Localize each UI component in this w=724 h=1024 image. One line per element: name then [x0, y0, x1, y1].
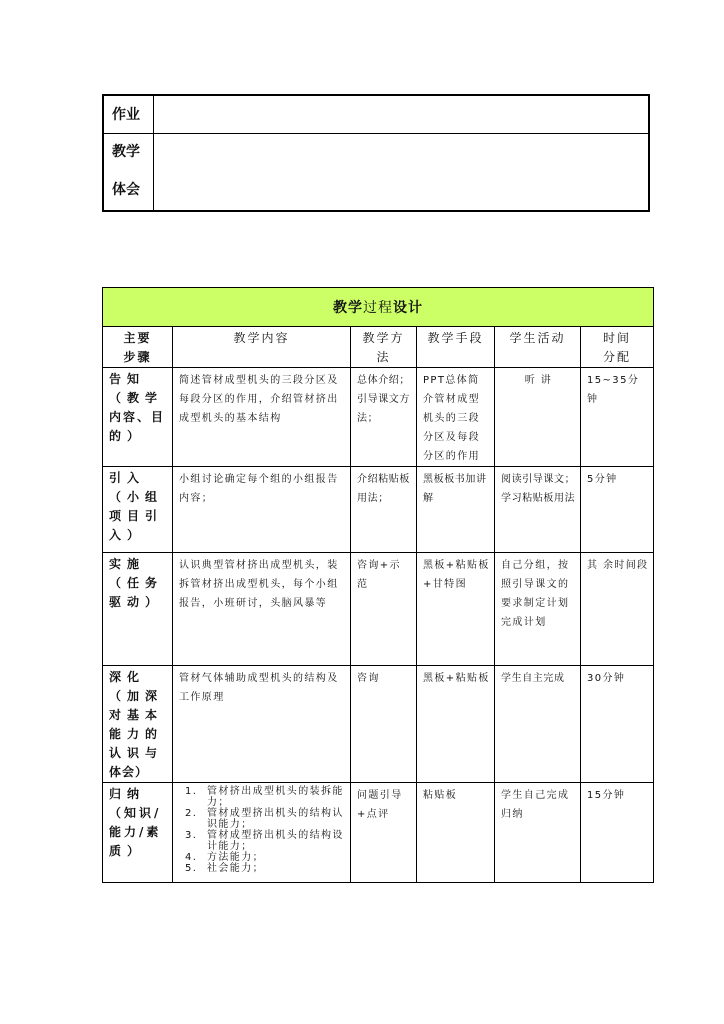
step-cell [103, 553, 173, 666]
header-time [581, 327, 654, 368]
table-title [103, 288, 654, 327]
list-text: 管材挤出成型机头的装拆能力； [207, 786, 344, 808]
activity-cell: 学生自己完成归纳 [495, 783, 581, 883]
list-text: 管材成型挤出机头的结构设计能力； [207, 830, 344, 852]
step-line: 的） [109, 429, 146, 443]
step-cell [103, 368, 173, 467]
list-item [185, 852, 346, 863]
step-line: 入） [109, 528, 146, 542]
activity-cell: 自己分组，按照引导课文的要求制定计划完成计划 [495, 553, 581, 666]
means-cell: 黑板板书加讲解 [417, 467, 495, 553]
list-text: 社会能力； [207, 863, 264, 874]
header-step [103, 327, 173, 368]
method-cell: 介绍粘贴板用法； [351, 467, 417, 553]
header-method [351, 327, 417, 368]
step-line: 驱动） [109, 595, 164, 609]
homework-value [153, 95, 649, 133]
header-step-line1: 主要 [123, 331, 152, 345]
content-cell [173, 783, 351, 883]
table-row [103, 666, 654, 783]
list-item [185, 830, 346, 852]
title-part1: 教学 [333, 300, 363, 316]
step-line: 告知 [109, 372, 146, 386]
step-line: （知识/ [109, 806, 162, 820]
step-line: 项目引 [109, 509, 164, 523]
table-row [103, 368, 654, 467]
content-cell: 小组讨论确定每个组的小组报告内容； [173, 467, 351, 553]
step-line: 深化 [109, 670, 146, 684]
reflection-label [103, 133, 153, 211]
list-number: 3. [185, 830, 198, 841]
table-row [103, 467, 654, 553]
reflection-label-line1: 教学 [112, 143, 140, 160]
method-cell: 咨询 [351, 666, 417, 783]
teaching-process-table [102, 287, 654, 883]
title-part2: 过程 [363, 300, 393, 316]
content-cell: 简述管材成型机头的三段分区及每段分区的作用，介绍管材挤出成型机头的基本结构 [173, 368, 351, 467]
means-cell: 黑板+粘贴板+甘特图 [417, 553, 495, 666]
step-line: 能力/素 [109, 825, 162, 839]
header-time-line2: 分配 [602, 350, 631, 364]
list-number: 5. [185, 863, 198, 874]
method-cell: 问题引导+点评 [351, 783, 417, 883]
step-line: 质） [109, 844, 146, 858]
step-line: 对基本 [109, 708, 164, 722]
list-text: 方法能力； [207, 852, 264, 863]
step-line: 能力的 [109, 727, 164, 741]
time-cell: 30分钟 [581, 666, 654, 783]
homework-reflection-table [102, 94, 650, 212]
step-line: （小组 [109, 490, 164, 504]
activity-cell: 学生自主完成 [495, 666, 581, 783]
content-cell: 认识典型管材挤出成型机头，装拆管材挤出成型机头，每个小组报告，小班研讨，头脑风暴等 [173, 553, 351, 666]
time-cell: 15分钟 [581, 783, 654, 883]
header-step-line2: 步骤 [123, 350, 152, 364]
step-line: 认识与 [109, 746, 164, 760]
header-method-line2: 法 [376, 350, 391, 364]
step-line: （加深 [109, 689, 164, 703]
header-activity: 学生活动 [495, 327, 581, 368]
means-cell: 黑板+粘贴板 [417, 666, 495, 783]
step-line: 体会） [109, 765, 149, 779]
step-line: 引入 [109, 471, 146, 485]
method-cell: 咨询+示范 [351, 553, 417, 666]
step-cell [103, 783, 173, 883]
table-row [103, 783, 654, 883]
list-item [185, 863, 346, 874]
activity-cell: 阅读引导课文；学习粘贴板用法 [495, 467, 581, 553]
header-method-line1: 教学方 [362, 331, 405, 345]
title-part3: 设计 [393, 300, 423, 316]
ability-list [179, 784, 346, 874]
time-cell: 其 余时间段 [581, 553, 654, 666]
list-item [185, 786, 346, 808]
list-number: 1. [185, 786, 198, 797]
step-cell [103, 666, 173, 783]
content-cell: 管材气体辅助成型机头的结构及工作原理 [173, 666, 351, 783]
homework-label: 作业 [103, 95, 153, 133]
header-content: 教学内容 [173, 327, 351, 368]
step-line: （任务 [109, 576, 164, 590]
step-line: 实施 [109, 557, 146, 571]
step-line: 归纳 [109, 787, 146, 801]
reflection-value [153, 133, 649, 211]
reflection-label-line2: 体会 [112, 181, 140, 198]
header-time-line1: 时间 [602, 331, 631, 345]
activity-cell: 听 讲 [495, 368, 581, 467]
list-item [185, 808, 346, 830]
list-number: 4. [185, 852, 198, 863]
step-cell [103, 467, 173, 553]
means-cell: PPT总体简介管材成型机头的三段分区及每段分区的作用 [417, 368, 495, 467]
step-line: （教学 [109, 391, 164, 405]
means-cell: 粘贴板 [417, 783, 495, 883]
table-row [103, 553, 654, 666]
time-cell: 15~35分钟 [581, 368, 654, 467]
method-cell: 总体介绍；引导课文方法； [351, 368, 417, 467]
list-number: 2. [185, 808, 198, 819]
list-text: 管材成型挤出机头的结构认识能力； [207, 808, 344, 830]
step-line: 内容、目 [109, 410, 166, 424]
header-means: 教学手段 [417, 327, 495, 368]
time-cell: 5分钟 [581, 467, 654, 553]
